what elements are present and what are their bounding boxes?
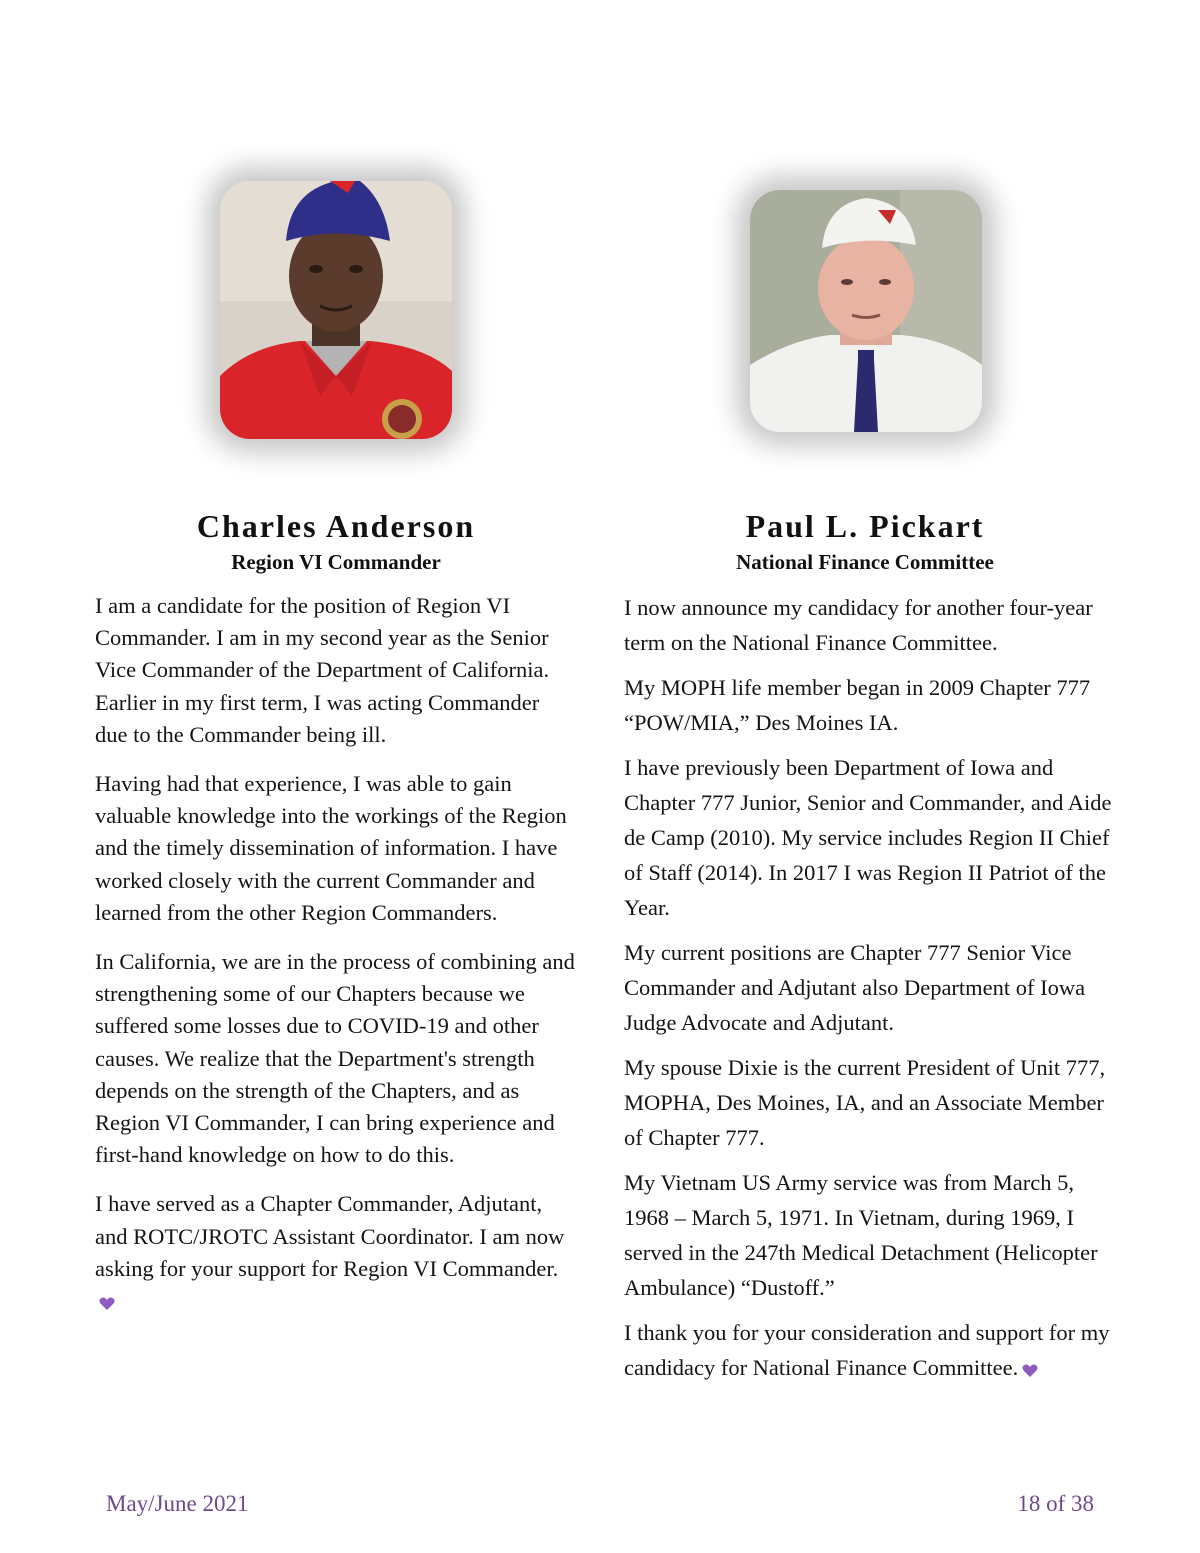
- charles-anderson-photo: [220, 181, 452, 439]
- purple-heart-icon: [1022, 1364, 1038, 1378]
- purple-heart-icon: [99, 1297, 115, 1311]
- statement-paragraph-last: [624, 1315, 1112, 1385]
- statement-paragraph: My spouse Dixie is the current President of Unit 777, MOPHA, Des Moines, IA, and an Associate Member of Chapter 777.: [624, 1055, 1106, 1150]
- statement-paragraph-last: [95, 1188, 577, 1317]
- statement-paragraph: I have previously been Department of Iowa and Chapter 777 Junior, Senior and Commander, and Aide de Camp (2010). My service includes Region II Chief of Staff (2014). In 2017 I was Region II Patriot of the Year.: [624, 755, 1112, 920]
- candidate-statement: [95, 590, 577, 1334]
- statement-paragraph: I am a candidate for the position of Region VI Commander. I am in my second year as the Senior Vice Commander of the Department of California. Earlier in my first term, I was acting Commander due to the Commander being ill.: [95, 593, 550, 747]
- statement-paragraph: My Vietnam US Army service was from March 5, 1968 – March 5, 1971. In Vietnam, during 1969, I served in the 247th Medical Detachment (Helicopter Ambulance) “Dustoff.”: [624, 1170, 1098, 1300]
- statement-paragraph: Having had that experience, I was able to gain valuable knowledge into the workings of the Region and the timely dissemination of information. I have worked closely with the current Commander and learned from the other Region Commanders.: [95, 771, 567, 925]
- candidate-name: Paul L. Pickart: [745, 508, 985, 544]
- paul-pickart-photo: [750, 190, 982, 432]
- statement-text: I thank you for your consideration and support for my candidacy for National Finance Committee.: [624, 1320, 1110, 1380]
- candidate-role: Region VI Commander: [231, 550, 441, 574]
- statement-paragraph: My current positions are Chapter 777 Senior Vice Commander and Adjutant also Department of Iowa Judge Advocate and Adjutant.: [624, 940, 1086, 1035]
- statement-text: I have served as a Chapter Commander, Adjutant, and ROTC/JROTC Assistant Coordinator. I am now asking for your support for Region VI Commander.: [95, 1191, 565, 1281]
- statement-paragraph: In California, we are in the process of combining and strengthening some of our Chapters because we suffered some losses due to COVID-19 and other causes. We realize that the Department's strength depends on the strength of the Chapters, and as Region VI Commander, I can bring experience and first-hand knowledge on how to do this.: [95, 949, 575, 1168]
- issue-date: May/June 2021: [106, 1491, 249, 1516]
- candidate-name: Charles Anderson: [196, 508, 476, 544]
- candidate-role: National Finance Committee: [736, 550, 994, 574]
- portrait-image: [750, 190, 982, 432]
- statement-paragraph: I now announce my candidacy for another four-year term on the National Finance Committee.: [624, 595, 1093, 655]
- candidate-statement: [624, 590, 1112, 1395]
- page-number: 18 of 38: [1017, 1491, 1094, 1516]
- statement-paragraph: My MOPH life member began in 2009 Chapter 777 “POW/MIA,” Des Moines IA.: [624, 675, 1091, 735]
- portrait-image: [220, 181, 452, 439]
